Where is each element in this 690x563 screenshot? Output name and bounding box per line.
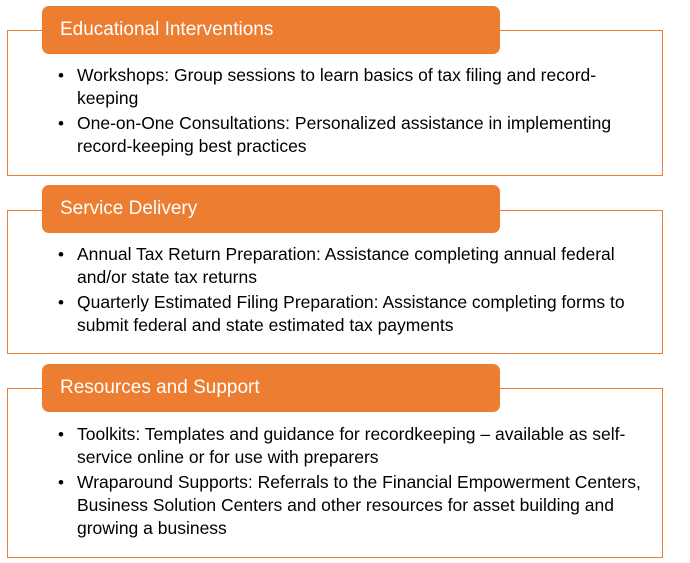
item-term: Wraparound Supports: — [77, 472, 253, 492]
item-list — [58, 423, 650, 542]
section-header: Resources and Support — [42, 364, 500, 412]
list-item — [58, 64, 650, 110]
item-term: One-on-One Consultations: — [77, 113, 291, 133]
item-description: Group sessions to learn basics of tax filing and record-keeping — [77, 65, 597, 108]
list-item — [58, 112, 650, 158]
item-description: Referrals to the Financial Empowerment Centers, Business Solution Centers and other resources for asset building and growing a business — [77, 472, 641, 538]
item-description: Assistance completing annual federal and/or state tax returns — [77, 244, 615, 287]
list-item — [58, 291, 650, 337]
item-list — [58, 243, 650, 339]
item-description: Personalized assistance in implementing record-keeping best practices — [77, 113, 612, 156]
item-term: Quarterly Estimated Filing Preparation: — [77, 292, 379, 312]
item-description: Assistance completing forms to submit federal and state estimated tax payments — [77, 292, 625, 335]
list-item — [58, 423, 650, 469]
section-header: Educational Interventions — [42, 6, 500, 54]
item-list — [58, 64, 650, 160]
list-item — [58, 471, 650, 540]
item-description: Templates and guidance for recordkeeping – available as self-service online or for use with preparers — [77, 424, 626, 467]
section-header: Service Delivery — [42, 185, 500, 233]
item-term: Toolkits: — [77, 424, 141, 444]
list-item — [58, 243, 650, 289]
item-term: Workshops: — [77, 65, 170, 85]
item-term: Annual Tax Return Preparation: — [77, 244, 321, 264]
